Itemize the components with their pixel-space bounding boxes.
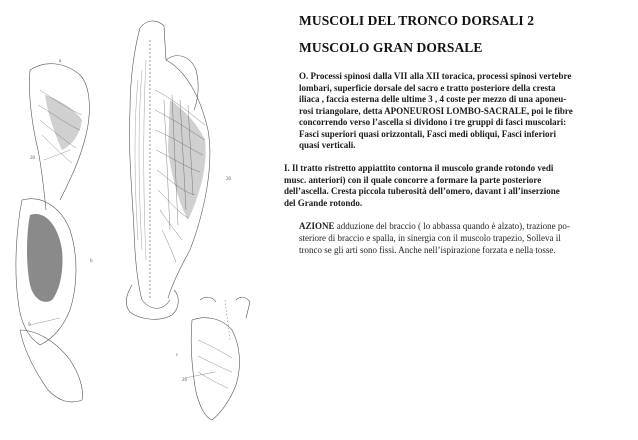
anatomy-illustration	[0, 0, 290, 440]
insertion-line: dell’ascella. Cresta piccola tuberosità dell’omero, davant i all’inserzione	[284, 186, 560, 196]
figure-label-a: a	[59, 59, 62, 64]
origin-line: rosi triangolare, detta APONEUROSI LOMBO-SACRALE, poi le fibre	[299, 105, 573, 116]
action-line: tronco se gli arti sono fissi. Anche nell’ispirazione forzata e nella tosse.	[299, 245, 556, 255]
insertion-line: musc. anteriori) con il quale concorre a formare la parte posteriore	[284, 174, 542, 185]
figure-label-back: 20	[226, 177, 231, 182]
action-text: adduzione del braccio ( lo abbassa quando è alzato), trazione po-	[334, 221, 570, 231]
insertion-line: del Grande rotondo.	[284, 197, 363, 208]
origin-line: concorrendo verso l’ascella si dividono i tre gruppi di fasci muscolari:	[299, 117, 567, 127]
origin-line: O. Processi spinosi dalla VII alla XII toracica, processi spinosi vertebre	[299, 71, 572, 81]
insertion-line: I. Il tratto ristretto appiattito contorna il muscolo grande rotondo vedi	[284, 163, 554, 173]
origin-paragraph	[299, 71, 625, 152]
figure-label-9: 9	[28, 323, 31, 328]
latissimus-dorsi-drawings	[0, 0, 290, 440]
action-line	[299, 220, 621, 232]
figure-label-arm: 20	[30, 156, 35, 161]
origin-line: lombari, superficie dorsale del sacro e tratto posteriore della cresta	[299, 82, 556, 93]
page-title: MUSCOLI DEL TRONCO DORSALI 2	[299, 13, 535, 28]
figure-label-c: c	[176, 353, 179, 358]
figure-label-26: 26	[182, 378, 187, 383]
action-label: AZIONE	[299, 221, 335, 231]
origin-line: Fasci superiori quasi orizzontali, Fasci medi obliqui, Fasci inferiori	[299, 128, 556, 139]
action-line: steriore di braccio e spalla, in sinergia con il muscolo trapezio, Solleva il	[299, 233, 561, 243]
figure-label-b: b	[90, 259, 93, 264]
insertion-paragraph	[284, 163, 629, 209]
origin-line: quasi verticali.	[299, 140, 356, 150]
muscle-title: MUSCOLO GRAN DORSALE	[299, 40, 483, 55]
origin-line: iliaca , faccia esterna delle ultime 3 , 4 coste per mezzo di una aponeu-	[299, 94, 567, 104]
action-paragraph	[299, 220, 621, 256]
